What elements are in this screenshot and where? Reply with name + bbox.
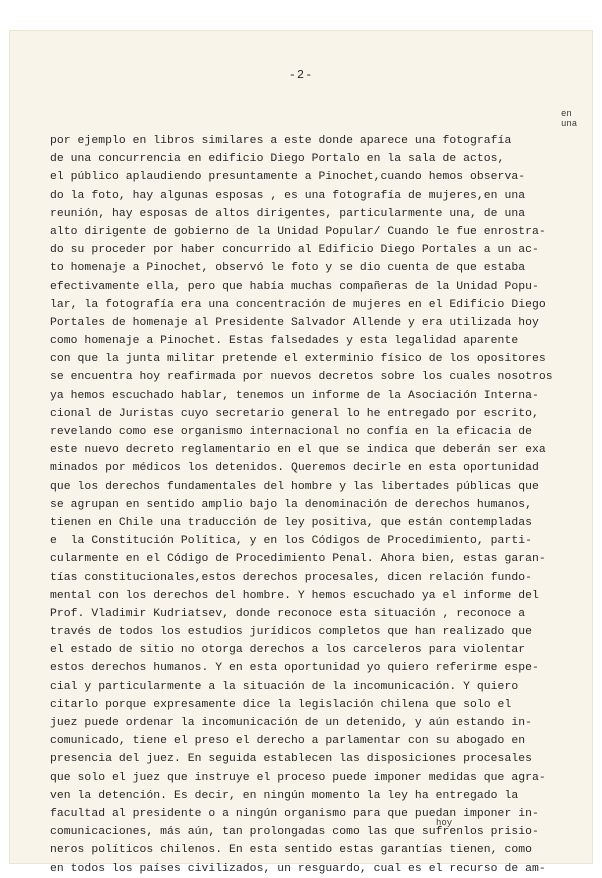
text-line: tías constitucionales,estos derechos procesales, dicen relación fundo-: [50, 571, 532, 584]
text-line: comunicado, tiene el preso el derecho a parlamentar con su abogado en: [50, 735, 526, 748]
text-line: lar, la fotografía era una concentración de mujeres en el Edificio Diego: [50, 298, 546, 311]
text-line: el estado de sitio no otorga derechos a los carceleros para violentar: [50, 644, 526, 657]
text-line: tienen en Chile una traducción de ley positiva, que están contempladas: [50, 516, 532, 529]
text-line: citarlo porque expresamente dice la legislación chilena que solo el: [50, 698, 512, 711]
text-line: comunicaciones, más aún, tan prolongadas como las que sufrenlos prisio-: [50, 826, 539, 839]
text-line: este nuevo decreto reglamentario en el que se indica que deberán ser exa: [50, 444, 546, 457]
page-number: -2-: [288, 68, 314, 82]
text-line: de una concurrencia en edificio Diego Portalo en la sala de actos,: [50, 153, 505, 166]
text-line: que solo el juez que instruye el proceso puede imponer medidas que agra-: [50, 771, 546, 784]
text-line: por ejemplo en libros similares a este donde aparece una fotografía: [50, 135, 512, 147]
text-line: to homenaje a Pinochet, observó le foto y se dio cuenta de que estaba: [50, 262, 526, 275]
text-line: e la Constitución Política, y en los Códigos de Procedimiento, parti-: [50, 535, 532, 548]
document-page: [9, 30, 593, 875]
text-line: ven la detención. Es decir, en ningún momento la ley ha entregado la: [50, 789, 519, 802]
text-line: se agrupan en sentido amplio bajo la denominación de derechos humanos,: [50, 498, 532, 511]
text-line: con que la junta militar pretende el exterminio físico de los opositores: [50, 353, 546, 366]
text-line: que los derechos fundamentales del hombre y las libertades públicas que: [50, 480, 539, 493]
text-line: neros políticos chilenos. En esta sentido estas garantías tienen, como: [50, 844, 532, 857]
text-line: través de todos los estudios jurídicos completos que han realizado que: [50, 626, 532, 639]
text-line: efectivamente ella, pero que había muchas compañeras de la Unidad Popu-: [50, 280, 539, 293]
text-line: revelando como ese organismo internacional no confía en la eficacia de: [50, 426, 532, 438]
text-line: cional de Juristas cuyo secretario general lo he entregado por escrito,: [50, 407, 539, 420]
text-line: cularmente en el Código de Procedimiento Penal. Ahora bien, estas garan-: [50, 553, 546, 566]
text-line: estos derechos humanos. Y en esta oportunidad yo quiero referirme espe-: [50, 662, 539, 675]
text-line: cial y particularmente a la situación de la incomunicación. Y quiero: [50, 680, 519, 693]
text-line: presencia del juez. En seguida establecen las disposiciones procesales: [50, 753, 532, 766]
text-line: Portales de homenaje al Presidente Salvador Allende y era utilizada hoy: [50, 316, 539, 329]
text-line: Prof. Vladimir Kudriatsev, donde reconoce esta situación , reconoce a: [50, 607, 526, 620]
text-line: mental con los derechos del hombre. Y hemos escuchado ya el informe del: [50, 589, 539, 602]
body-text: [50, 132, 592, 878]
interlinear-note: hoy: [436, 818, 453, 828]
text-line: do su proceder por haber concurrido al Edificio Diego Portales a un ac-: [50, 244, 539, 257]
text-line: ya hemos escuchado hablar, tenemos un informe de la Asociación Interna-: [50, 389, 539, 402]
text-line: se encuentra hoy reafirmada por nuevos decretos sobre los cuales nosotros: [50, 371, 553, 384]
text-line: en todos los países civilizados, un resguardo, cual es el recurso de am-: [50, 862, 546, 875]
text-line: minados por médicos los detenidos. Queremos decirle en esta oportunidad: [50, 462, 539, 475]
text-line: el público aplaudiendo presuntamente a Pinochet,cuando hemos observa-: [50, 171, 526, 184]
text-line: reunión, hay esposas de altos dirigentes, particularmente una, de una: [50, 207, 526, 220]
text-line: como homenaje a Pinochet. Estas falsedades y esta legalidad aparente: [50, 335, 519, 348]
interlinear-note: en una: [561, 109, 578, 129]
text-line: juez puede ordenar la incomunicación de un detenido, y aún estando in-: [50, 717, 532, 729]
text-line: alto dirigente de gobierno de la Unidad Popular/ Cuando le fue enrostra-: [50, 225, 546, 238]
text-line: facultad al presidente o a ningún organismo para que puedan imponer in-: [50, 807, 539, 820]
text-line: do la foto, hay algunas esposas , es una fotografía de mujeres,en una: [50, 189, 526, 202]
